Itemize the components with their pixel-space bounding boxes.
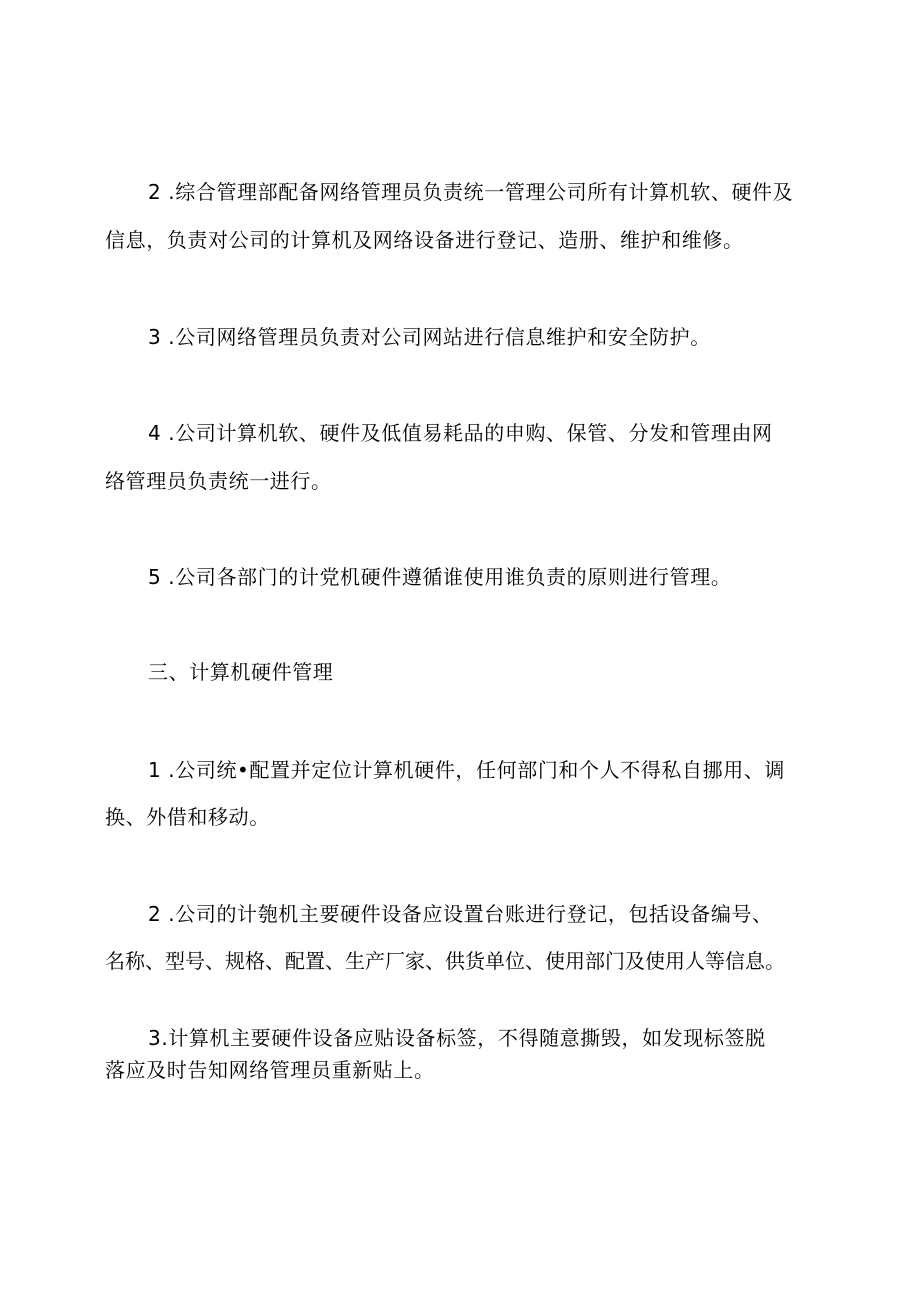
section-heading: 三、计算机硬件管理 (148, 660, 334, 684)
paragraph-6-line-2: 名称、型号、规格、配置、生产厂家、供货单位、使用部门及使用人等信息。 (105, 949, 785, 973)
paragraph-2-line-1: 3 .公司网络管理员负责对公司网站进行信息维护和安全防护。 (148, 325, 711, 349)
paragraph-3-line-1: 4 .公司计算机软、硬件及低值易耗品的申购、保管、分发和管理由网 (148, 421, 773, 445)
paragraph-7-line-2: 落应及时告知网络管理员重新贴上。 (105, 1058, 435, 1082)
paragraph-1-line-1: 2 .综合管理部配备网络管理员负责统一管理公司所有计算机软、硬件及 (148, 180, 794, 204)
paragraph-5-line-1: 1 .公司统•配置并定位计算机硬件，任何部门和个人不得私自挪用、调 (148, 758, 786, 782)
paragraph-6-line-1: 2 .公司的计匏机主要硬件设备应设置台账进行登记，包括设备编号、 (148, 902, 773, 926)
paragraph-1-line-2: 信息，负责对公司的计算机及网络设备进行登记、造册、维护和维修。 (105, 228, 744, 252)
paragraph-4-line-1: 5 .公司各部门的计党机硬件遵循谁使用谁负责的原则进行管理。 (148, 565, 732, 589)
paragraph-7-line-1: 3.计算机主要硬件设备应贴设备标签，不得随意撕毁，如发现标签脱 (148, 1026, 766, 1050)
paragraph-5-line-2: 换、外借和移动。 (105, 805, 270, 829)
paragraph-3-line-2: 络管理员负责统一进行。 (105, 469, 332, 493)
